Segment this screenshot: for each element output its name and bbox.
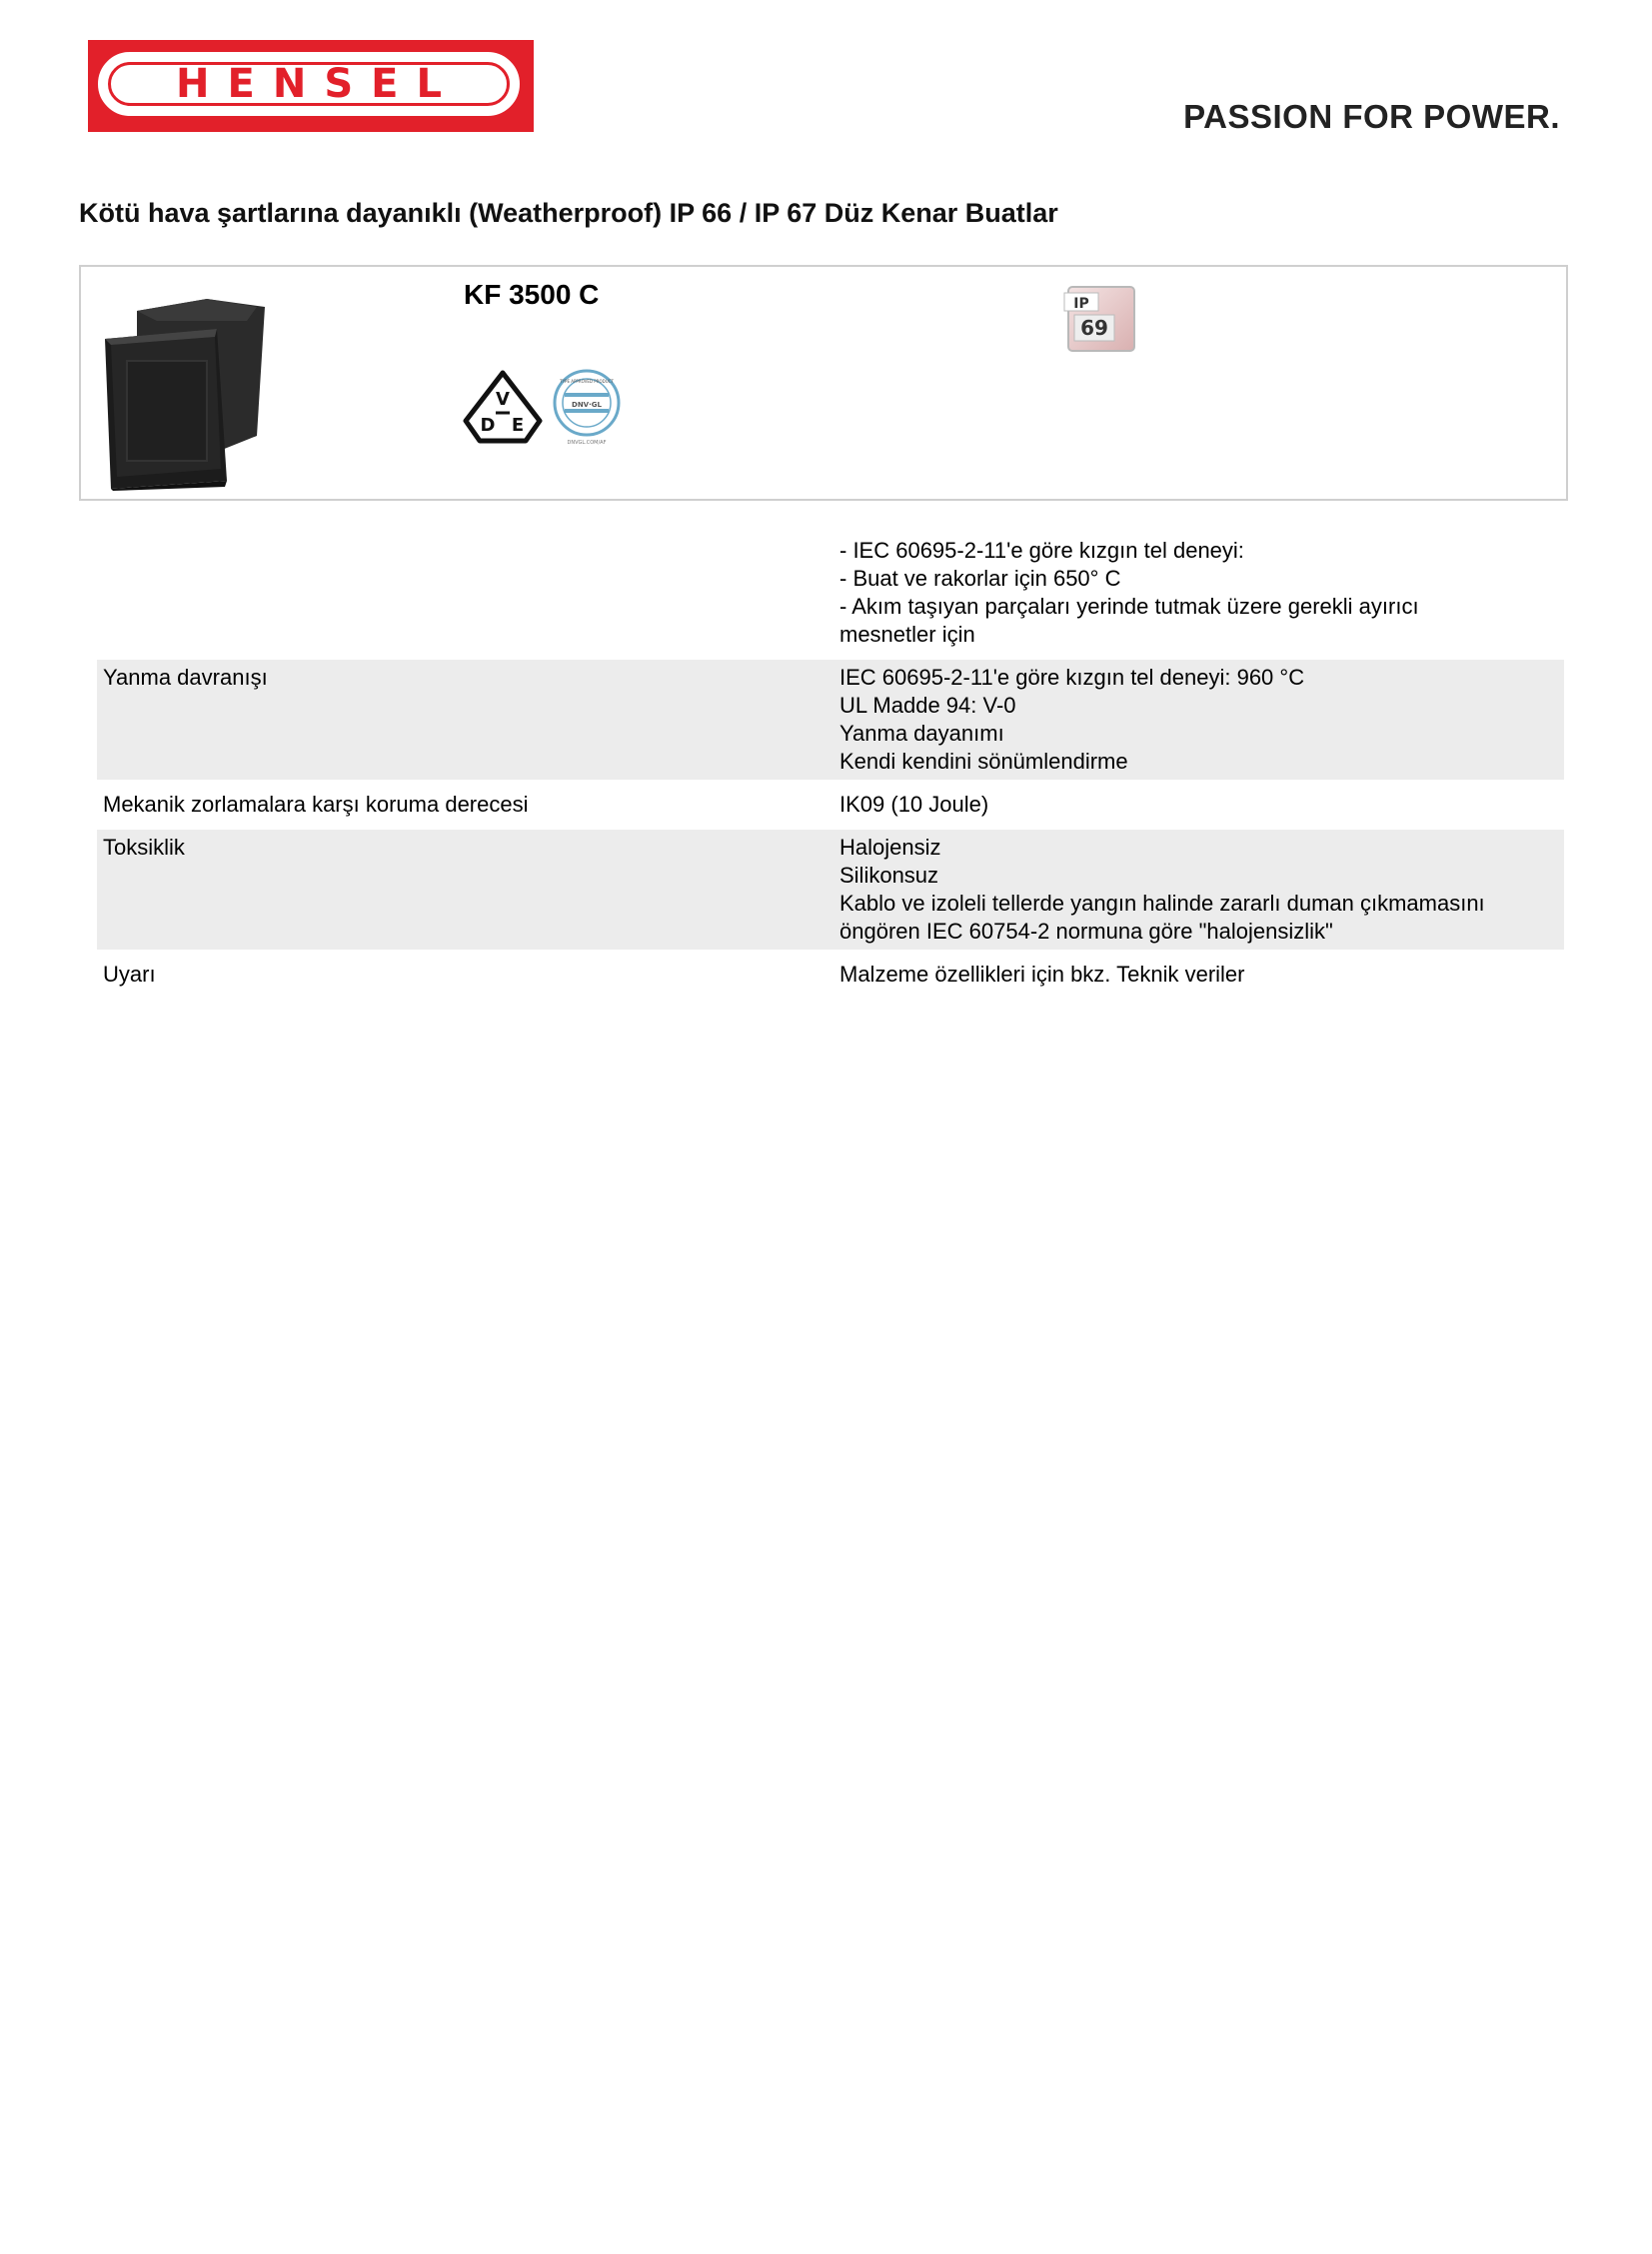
spec-row [97, 533, 1564, 653]
dnv-inner-text: DNV·GL [572, 401, 602, 409]
vde-letter-v: V [496, 389, 510, 410]
dnv-url-text: DNVGL.COM/AF [567, 440, 607, 446]
ip-badge-top: IP [1073, 296, 1089, 312]
vde-letter-e: E [511, 415, 525, 436]
spec-row [97, 957, 1564, 993]
vde-letter-d: D [480, 415, 496, 436]
hensel-logo [88, 40, 534, 132]
spec-label: Mekanik zorlamalara karşı koruma derecesi [103, 792, 529, 817]
spec-value: - IEC 60695-2-11'e göre kızgın tel deneyi: - Buat ve rakorlar için 650° C - Akım taşıyan parçaları yerinde tutmak üzere gerekli ayırıcı mesnetler için [839, 538, 1419, 647]
spec-value: Malzeme özellikleri için bkz. Teknik veriler [839, 962, 1245, 987]
vde-icon [462, 369, 544, 445]
spec-label: Yanma davranışı [103, 665, 268, 690]
spec-value: IEC 60695-2-11'e göre kızgın tel deneyi: 960 °C UL Madde 94: V-0 Yanma dayanımı Kendi kendini sönümlendirme [839, 665, 1305, 774]
spec-row [97, 660, 1564, 780]
dnv-ring-text: TYPE APPROVED PRODUCT [560, 379, 614, 384]
page-title: Kötü hava şartlarına dayanıklı (Weatherproof) IP 66 / IP 67 Düz Kenar Buatlar [79, 198, 1058, 228]
logo-text: HENSEL [176, 61, 460, 107]
tagline: PASSION FOR POWER. [1183, 98, 1560, 135]
spec-label: Toksiklik [103, 835, 185, 860]
spec-label [97, 533, 833, 653]
product-code: KF 3500 C [464, 279, 600, 310]
dnv-icon [551, 367, 623, 447]
spec-table [97, 533, 1564, 1000]
spec-label: Uyarı [103, 962, 156, 987]
ip-badge-bottom: 69 [1080, 316, 1108, 340]
product-box [79, 265, 1568, 501]
spec-value: IK09 (10 Joule) [839, 792, 989, 817]
ip69-badge-icon [1062, 283, 1138, 353]
spec-value: Halojensiz Silikonsuz Kablo ve izoleli tellerde yangın halinde zararlı duman çıkmamasını öngören IEC 60754-2 normuna göre "halojensizlik" [839, 835, 1485, 944]
spec-row [97, 787, 1564, 823]
spec-row [97, 830, 1564, 950]
junction-box-image [97, 291, 267, 491]
